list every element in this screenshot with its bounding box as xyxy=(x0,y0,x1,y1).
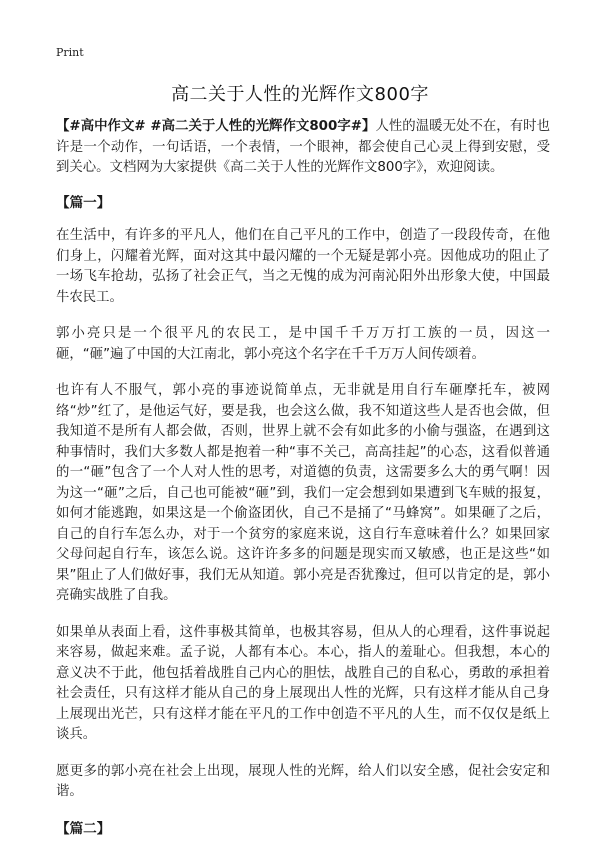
section-1-paragraph: 在生活中，有许多的平凡人，他们在自己平凡的工作中，创造了一段段传奇，在他们身上，闪耀着光辉，面对这其中最闪耀的一个无疑是郭小亮。因他成功的阻止了一场飞车抢劫，弘扬了社会正气，当之无愧的成为河南沁阳外出形象大使，中国最牛农民工。 xyxy=(56,228,550,305)
section-1-paragraph: 郭小亮只是一个很平凡的农民工，是中国千千万万打工族的一员，因这一砸，“砸”遍了中国的大江南北，郭小亮这个名字在千千万万人间传颂着。 xyxy=(56,326,550,362)
intro-text: 人性的温暖无处不在，有时也许是一个动作，一句话语，一个表情，一个眼神，都会使自己心灵上得到安慰，受到关心。文档网为大家提供《高二关于人性的光辉作文800字》，欢迎阅读。 xyxy=(56,119,550,175)
section-1-paragraph: 如果单从表面上看，这件事极其简单，也极其容易，但从人的心理看，这件事说起来容易，做起来难。孟子说，人都有本心。本心，指人的羞耻心。但我想，本心的意义决不于此，他包括着战胜自己内心的胆怯，战胜自己的自私心，勇敢的承担着社会责任，只有这样才能从自己的身上展现出人性的光辉，只有这样才能从自己身上展现出光芒，只有这样才能在平凡的工作中创造不平凡的人生，而不仅仅是纸上谈兵。 xyxy=(56,624,550,742)
section-heading-1: 【篇一】 xyxy=(56,194,111,211)
section-heading-2: 【篇二】 xyxy=(56,820,111,837)
intro-tags: 【#高中作文# #高二关于人性的光辉作文800字#】 xyxy=(56,119,376,134)
print-label: Print xyxy=(56,46,84,59)
section-1-paragraph: 愿更多的郭小亮在社会上出现，展现人性的光辉，给人们以安全感，促社会安定和谐。 xyxy=(56,763,550,799)
section-1-paragraph: 也许有人不服气，郭小亮的事迹说简单点，无非就是用自行车砸摩托车，被网络“炒”红了，是他运气好，要是我，也会这么做，我不知道这些人是否也会做，但我知道不是所有人都会做，否则，世界上就不会有如此多的小偷与强盗，在遇到这种事情时，我们大多数人都是抱着一种“事不关己，高高挂起”的心态，这看似普通的一“砸”包含了一个人对人性的思考，对道德的负责，这需要多么大的勇气啊！因为这一“砸”之后，自己也可能被“砸”到，我们一定会想到如果遭到飞车贼的报复，如何才能逃跑，如果这是一个偷盗团伙，自己不是捅了“马蜂窝”。如果砸了之后，自己的自行车怎么办，对于一个贫穷的家庭来说，这自行车意味着什么？如果回家父母问起自行车，该怎么说。这许许多多的问题是现实而又敏感，也正是这些“如果”阻止了人们做好事，我们无从知道。郭小亮是否犹豫过，但可以肯定的是，郭小亮确实战胜了自我。 xyxy=(56,383,550,603)
intro-paragraph xyxy=(56,117,550,179)
document-body xyxy=(56,117,550,852)
page-title: 高二关于人性的光辉作文800字 xyxy=(171,84,429,105)
